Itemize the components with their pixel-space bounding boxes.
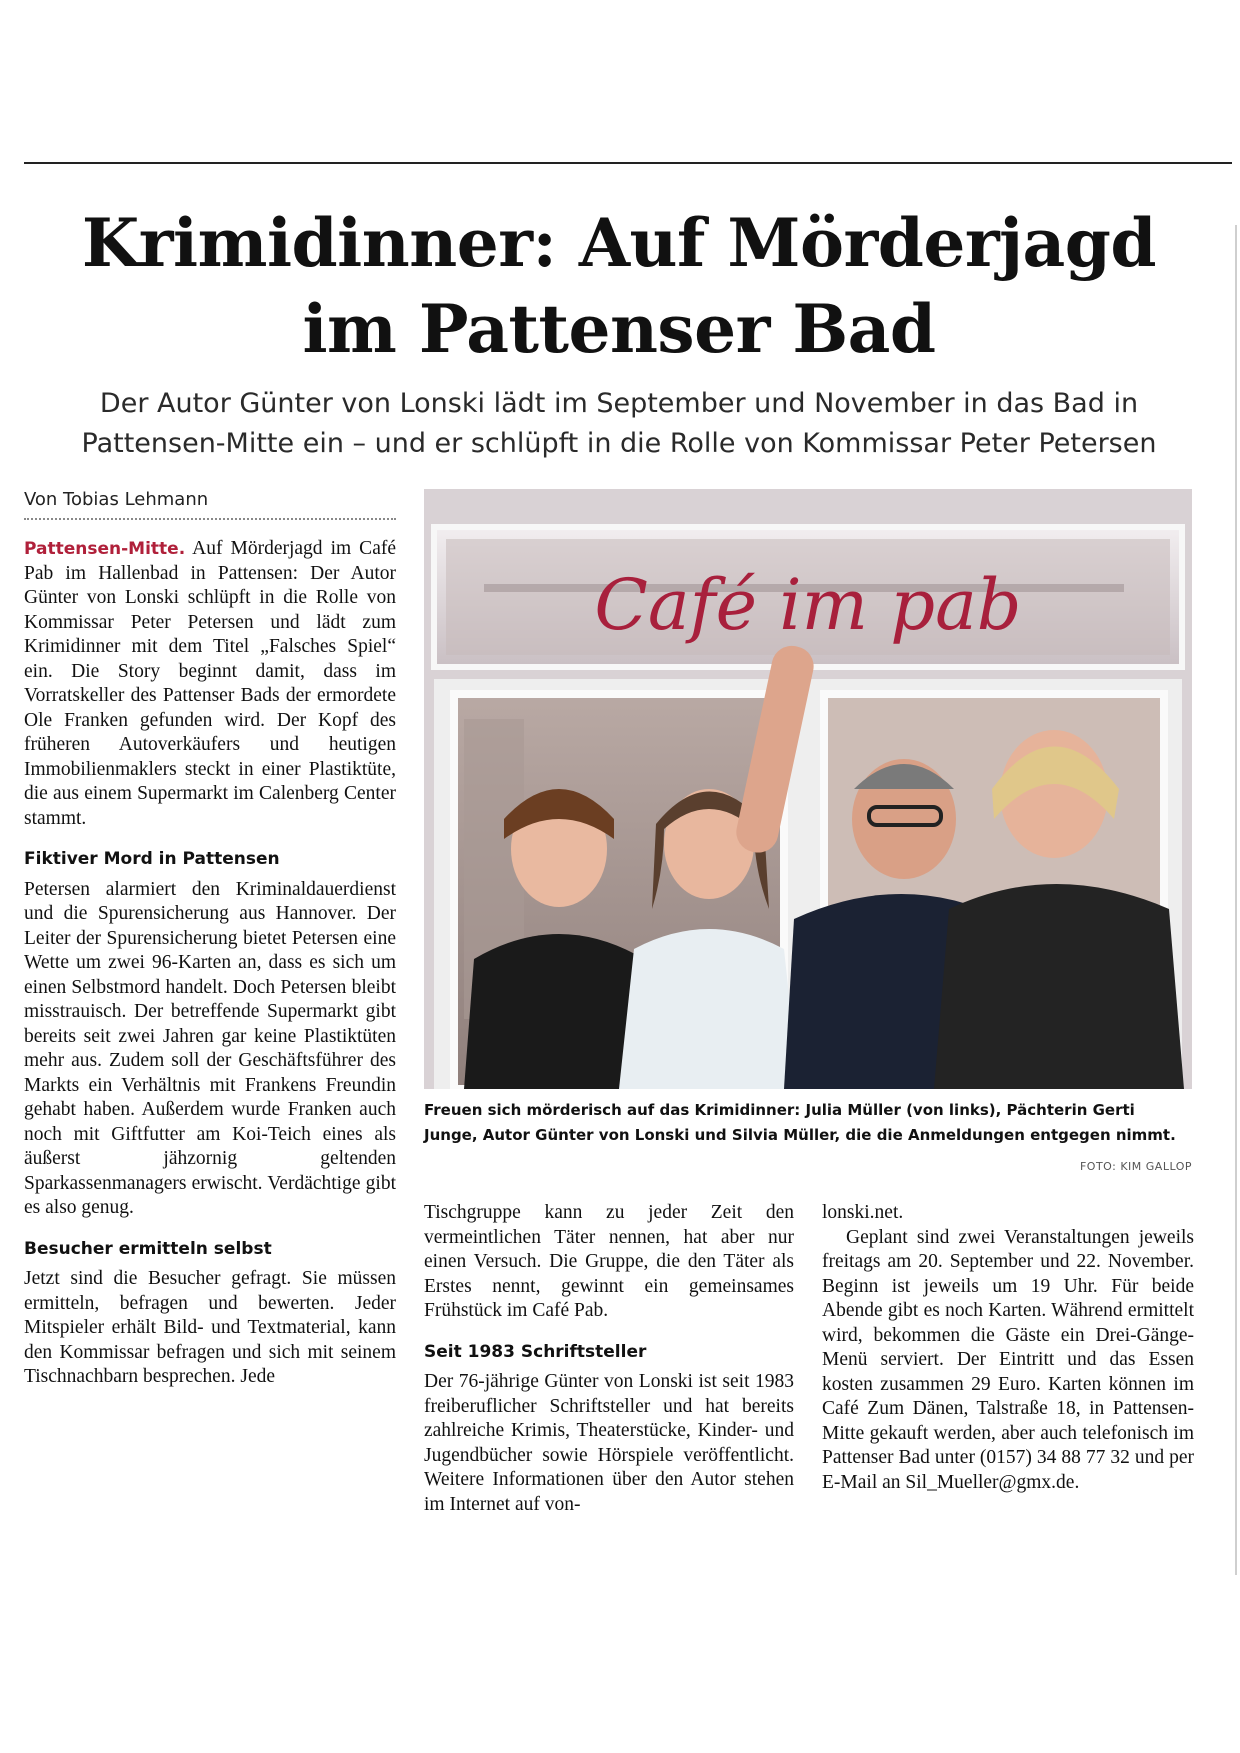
- photo-caption: Freuen sich mörderisch auf das Krimidinner: Julia Müller (von links), Pächterin Gerti Junge, Autor Günter von Lonski und Silvia Müller, die die Anmeldungen entgegen nimmt.: [424, 1101, 1176, 1144]
- article-column-3: [822, 1201, 1194, 1495]
- photo-credit: FOTO: KIM GALLOP: [1079, 1160, 1192, 1173]
- subheading-seit-1983: Seit 1983 Schriftsteller: [424, 1341, 647, 1362]
- article-subheadline: [24, 384, 1214, 464]
- subheading-besucher: Besucher ermitteln selbst: [24, 1238, 272, 1259]
- subhead-line-2: Pattensen-Mitte ein – und er schlüpft in die Rolle von Kommissar Peter Petersen: [81, 428, 1157, 459]
- cafe-sign-text: Café im pab: [594, 564, 1022, 646]
- paragraph-5: Der 76-jährige Günter von Lonski ist seit 1983 freiberuflicher Schriftsteller und hat bereits zahlreiche Krimis, Theaterstücke, Kinder- und Jugendbücher sowie Hörspiele veröffentlicht. Weitere Informationen über den Autor stehen im Internet auf von-: [424, 1371, 794, 1515]
- article-column-1: [24, 537, 396, 1390]
- subheading-fiktiver-mord: Fiktiver Mord in Pattensen: [24, 849, 280, 869]
- headline-line-2: im Pattenser Bad: [302, 290, 936, 368]
- article-headline: [24, 200, 1214, 372]
- paragraph-3: Jetzt sind die Besucher gefragt. Sie müssen ermitteln, befragen und bewerten. Jeder Mitspieler erhält Bild- und Textmaterial, kann den Kommissar befragen und sich mit seinem Tischnachbarn besprechen. Jede: [24, 1268, 396, 1387]
- top-rule: [24, 162, 1232, 164]
- page-edge-rule: [1235, 225, 1237, 1575]
- paragraph-7: Geplant sind zwei Veranstaltungen jeweils freitags am 20. September und 22. November. Beginn ist jeweils um 19 Uhr. Für beide Abende gibt es noch Karten. Während ermittelt wird, bekommen die Gäste ein Drei-Gänge-Menü serviert. Der Eintritt und das Essen kosten zusammen 29 Euro. Karten können im Café Zum Dänen, Talstraße 18, in Pattensen-Mitte gekauft werden, aber auch telefonisch im Pattenser Bad unter (0157) 34 88 77 32 und per E-Mail an Sil_Mueller@gmx.de.: [822, 1226, 1194, 1493]
- photo-illustration: [424, 489, 1192, 1089]
- article-photo: [424, 489, 1192, 1089]
- subhead-line-1: Der Autor Günter von Lonski lädt im September und November in das Bad in: [99, 388, 1139, 419]
- paragraph-1-text: Auf Mörderjagd im Café Pab im Hallenbad in Pattensen: Der Autor Günter von Lonski schlüpft in die Rolle von Kommissar Peter Petersen und lädt zum Krimidinner mit dem Titel „Falsches Spiel“ ein. Die Story beginnt damit, dass im Vorratskeller des Pattenser Bads der ermordete Ole Franken gefunden wird. Der Kopf des früheren Autoverkäufers und heutigen Immobilienmaklers steckt in einer Plastiktüte, die aus einem Supermarkt im Calenberg Center stammt.: [24, 538, 396, 829]
- article-column-2: [424, 1201, 794, 1517]
- byline: Von Tobias Lehmann: [24, 489, 396, 520]
- paragraph-6: lonski.net.: [822, 1202, 904, 1223]
- paragraph-4: Tischgruppe kann zu jeder Zeit den vermeintlichen Täter nennen, hat aber nur einen Versuch. Die Gruppe, die den Täter als Erstes nennt, gewinnt ein gemeinsames Frühstück im Café Pab.: [424, 1202, 794, 1321]
- dateline: Pattensen-Mitte.: [24, 539, 186, 559]
- paragraph-intro: [24, 537, 396, 831]
- paragraph-2: Petersen alarmiert den Kriminaldauerdienst und die Spurensicherung aus Hannover. Der Leiter der Spurensicherung bietet Petersen eine Wette um zwei 96-Karten an, dass es sich um einen Selbstmord handelt. Doch Petersen bleibt misstrauisch. Der betreffende Supermarkt gibt bereits seit zwei Jahren gar keine Plastiktüten mehr aus. Zudem soll der Geschäftsführer des Markts ein Verhältnis mit Frankens Freundin gehabt haben. Außerdem wurde Franken auch noch mit Giftfutter am Koi-Teich eines als äußerst jähzornig geltenden Sparkassenmanagers erwischt. Verdächtige gibt es also genug.: [24, 878, 396, 1218]
- headline-line-1: Krimidinner: Auf Mörderjagd: [81, 204, 1157, 282]
